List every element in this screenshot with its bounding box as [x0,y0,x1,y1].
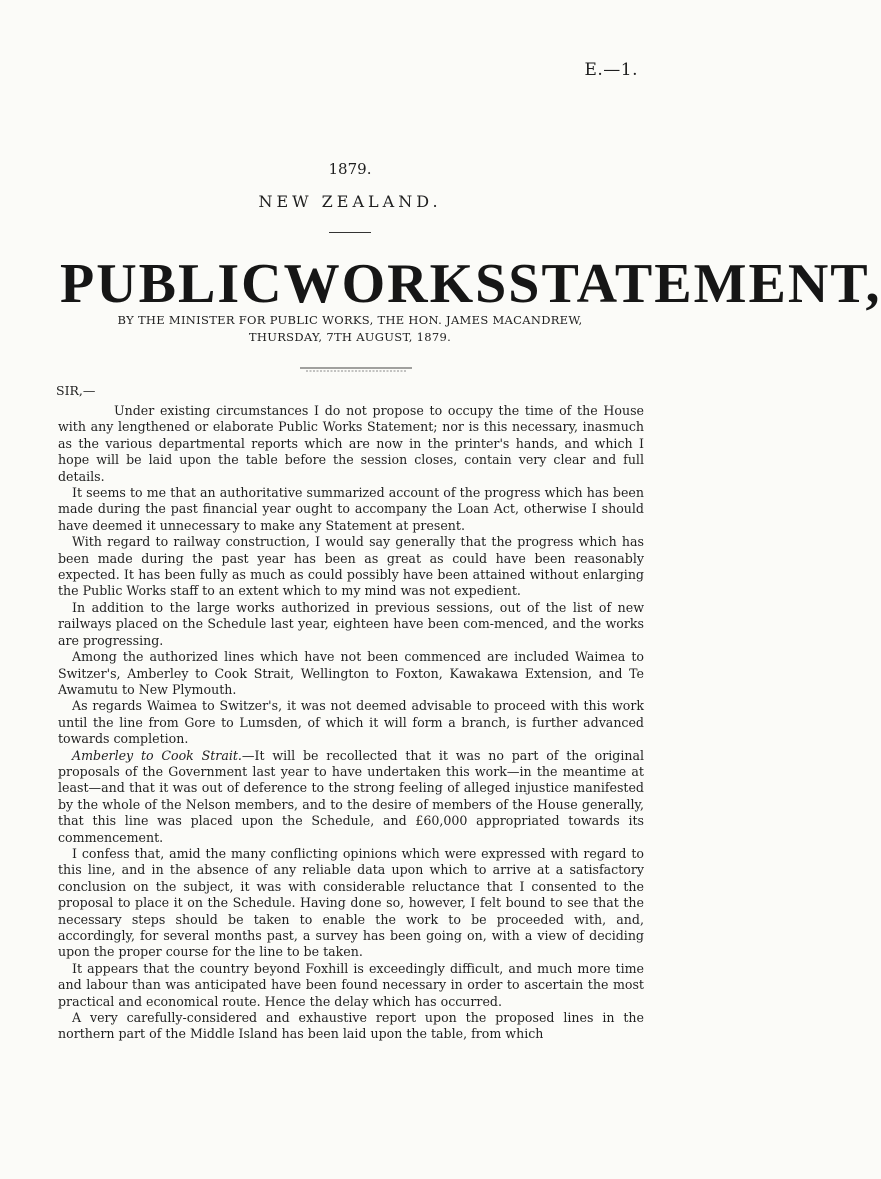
paragraph: Among the authorized lines which have not been commenced are included Waimea to Switzer's, Amberley to Cook Strait, Wellington to Foxton, Kawakawa Extension, and Te Awamutu to New Plymouth. [58,649,644,697]
paragraph: It seems to me that an authoritative summarized account of the progress which has been made during the past financial year ought to accompany the Loan Act, otherwise I should have deemed it unnecessary to make any Statement at present. [58,485,644,533]
paragraph: A very carefully-considered and exhaustive report upon the proposed lines in the northern part of the Middle Island has been laid upon the table, from which [58,1010,644,1042]
short-divider [329,232,371,233]
section-heading-amberley: Amberley to Cook Strait. [72,747,242,763]
title-word-works: WORKS [283,253,509,315]
paragraph: It appears that the country beyond Foxhill is exceedingly difficult, and much more time and labour than was anticipated have been found necessary in order to ascertain the most practical and economical route. Hence the delay which has occurred. [58,960,644,1009]
byline-minister: BY THE MINISTER FOR PUBLIC WORKS, THE HON. JAMES MACANDREW, [117,313,583,327]
country-heading: NEW ZEALAND. [258,192,442,211]
page-reference: E.—1. [584,60,638,80]
paragraph-text: —It will be recollected that it was no part of the original proposals of the Government last year to have undertaken this work—in the meantime at least—and that it was out of deference to the strong feeling of alleged injustice manifested by the whole of the Nelson members, and to the desire of members of the House generally, that this line was placed upon the Schedule, and £60,000 appropriated towards its commencement. [58,747,644,845]
byline-date: THURSDAY, 7TH AUGUST, 1879. [248,330,452,344]
page-title [60,253,881,315]
title-word-statement: STATEMENT, [508,253,881,315]
salutation: SIR,— [56,383,96,398]
ornamental-divider [300,365,412,375]
paragraph [58,748,644,846]
statement-body [58,403,644,1043]
paragraph: Under existing circumstances I do not propose to occupy the time of the House with any lengthened or elaborate Public Works Statement; nor is this necessary, inasmuch as the various departmental reports which are now in the printer's hands, and which I hope will be laid upon the table before the session closes, contain very clear and full details. [58,403,644,484]
document-year: 1879. [328,160,372,178]
byline [0,312,700,346]
title-word-public: PUBLIC [60,253,284,315]
paragraph: With regard to railway construction, I would say generally that the progress which has been made during the past year has been as great as could have been reasonably expected. It has been fully as much as could possibly have been attained without enlarging the Public Works staff to an extent which to my mind was not expedient. [58,534,644,599]
paragraph: I confess that, amid the many conflicting opinions which were expressed with regard to this line, and in the absence of any reliable data upon which to arrive at a satisfactory conclusion on the subject, it was with considerable reluctance that I consented to the proposal to place it on the Schedule. Having done so, however, I felt bound to see that the necessary steps should be taken to enable the work to be proceeded with, and, accordingly, for several months past, a survey has been going on, with a view of deciding upon the proper course for the line to be taken. [58,845,644,960]
paragraph: In addition to the large works authorized in previous sessions, out of the list of new railways placed on the Schedule last year, eighteen have been com-menced, and the works are progressing. [58,599,644,648]
paragraph: As regards Waimea to Switzer's, it was not deemed advisable to proceed with this work until the line from Gore to Lumsden, of which it will form a branch, is further advanced towards completion. [58,698,644,747]
